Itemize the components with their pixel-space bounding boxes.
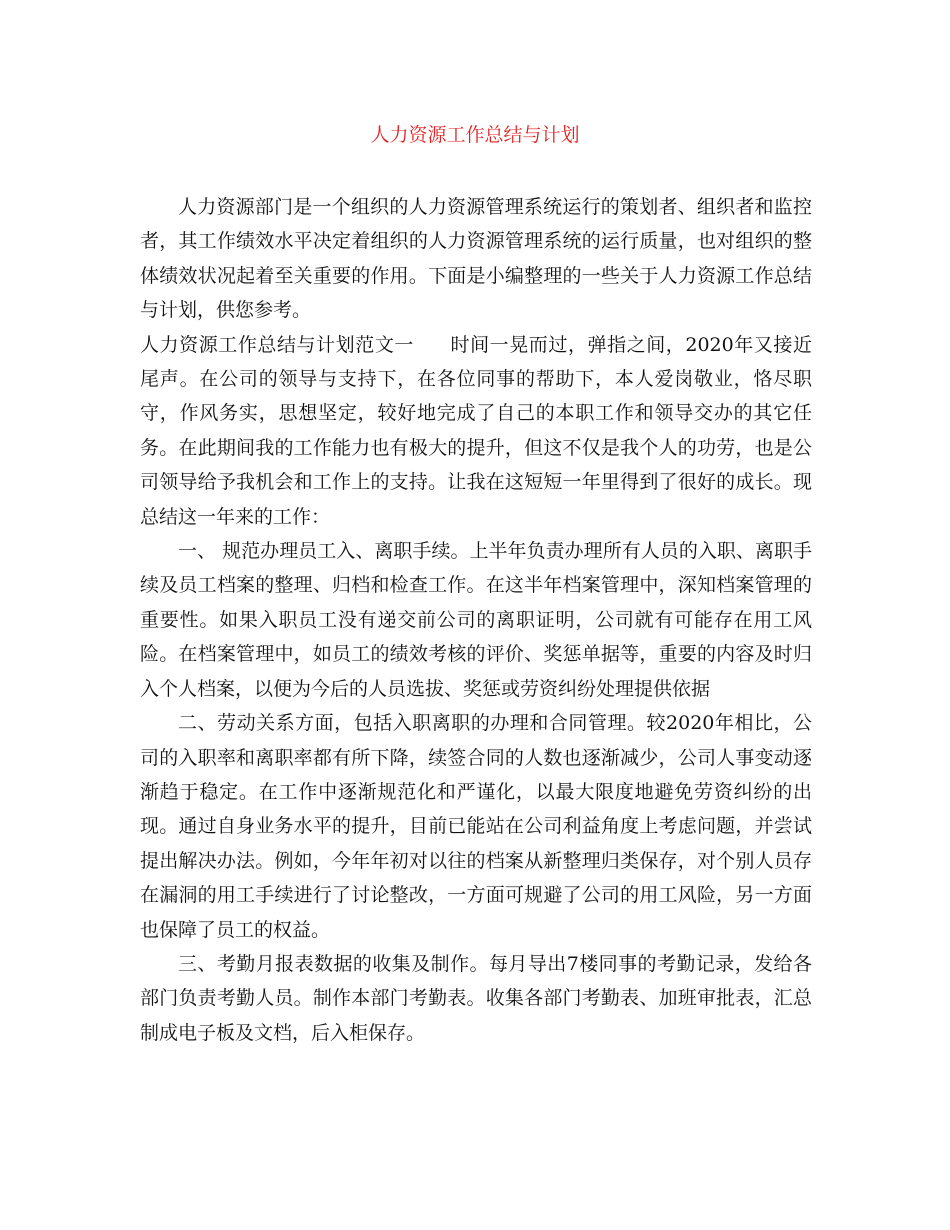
- item-3-paragraph: 三、考勤月报表数据的收集及制作。每月导出7楼同事的考勤记录，发给各部门负责考勤人员。制作本部门考勤表。收集各部门考勤表、加班审批表，汇总制成电子板及文档，后入柜保存。: [140, 952, 812, 1044]
- section-paragraph: [140, 328, 812, 534]
- item-1-paragraph: 一、 规范办理员工入、离职手续。上半年负责办理所有人员的入职、离职手续及员工档案的整理、归档和检查工作。在这半年档案管理中，深知档案管理的重要性。如果入职员工没有递交前公司的离职证明，公司就有可能存在用工风险。在档案管理中，如员工的绩效考核的评价、奖惩单据等，重要的内容及时归入个人档案，以便为今后的人员选拔、奖惩或劳资纠纷处理提供依据: [140, 540, 812, 700]
- intro-paragraph: 人力资源部门是一个组织的人力资源管理系统运行的策划者、组织者和监控者，其工作绩效水平决定着组织的人力资源管理系统的运行质量，也对组织的整体绩效状况起着至关重要的作用。下面是小编整理的一些关于人力资源工作总结与计划，供您参考。: [140, 196, 812, 322]
- item-2-paragraph: 二、劳动关系方面，包括入职离职的办理和合同管理。较2020年相比，公司的入职率和离职率都有所下降，续签合同的人数也逐渐减少，公司人事变动逐渐趋于稳定。在工作中逐渐规范化和严谨化，以最大限度地避免劳资纠纷的出现。通过自身业务水平的提升，目前已能站在公司利益角度上考虑问题，并尝试提出解决办法。例如，今年年初对以往的档案从新整理归类保存，对个别人员存在漏洞的用工手续进行了讨论整改，一方面可规避了公司的用工风险，另一方面也保障了员工的权益。: [140, 712, 812, 941]
- section-opening-text: 时间一晃而过，弹指之间，2020年又接近尾声。在公司的领导与支持下，在各位同事的帮助下，本人爱岗敬业，恪尽职守，作风务实，思想坚定，较好地完成了自己的本职工作和领导交办的其它任务。在此期间我的工作能力也有极大的提升，但这不仅是我个人的功劳，也是公司领导给予我机会和工作上的支持。让我在这短短一年里得到了很好的成长。现总结这一年来的工作：: [140, 333, 812, 528]
- document-body: [140, 190, 812, 1050]
- document-title: 人力资源工作总结与计划: [370, 124, 580, 146]
- section-heading: 人力资源工作总结与计划范文一: [140, 333, 414, 356]
